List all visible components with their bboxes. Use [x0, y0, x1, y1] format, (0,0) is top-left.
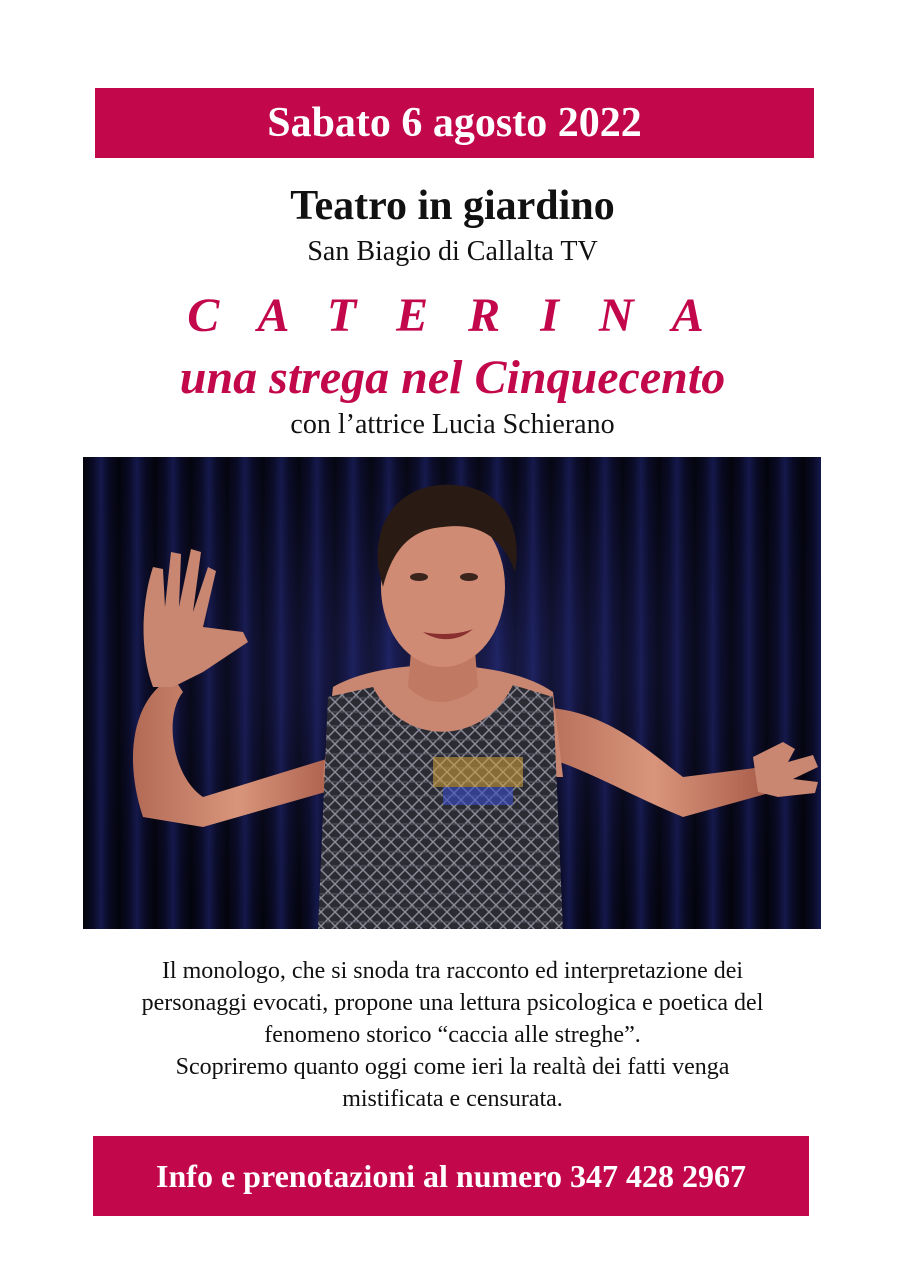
description-line: fenomeno storico “caccia alle streghe”. — [264, 1022, 641, 1048]
date-banner — [95, 88, 814, 158]
show-title: C A T E R I N A — [187, 289, 718, 342]
performer-illustration — [83, 457, 821, 929]
show-subtitle: una strega nel Cinquecento — [179, 351, 726, 404]
date-text: Sabato 6 agosto 2022 — [267, 100, 642, 146]
description-line: mistificata e censurata. — [342, 1086, 563, 1112]
performer-photo — [83, 457, 821, 929]
description-line: Il monologo, che si snoda tra racconto ed interpretazione dei — [161, 958, 744, 984]
venue-title: Teatro in giardino — [290, 183, 615, 229]
performer-line: con l’attrice Lucia Schierano — [290, 409, 615, 440]
info-banner — [93, 1136, 809, 1216]
description-line: personaggi evocati, propone una lettura psicologica e poetica del — [141, 990, 764, 1016]
venue-place: San Biagio di Callalta TV — [307, 236, 598, 267]
info-text: Info e prenotazioni al numero 347 428 2967 — [156, 1158, 746, 1194]
description-line: Scopriremo quanto oggi come ieri la realtà dei fatti venga — [175, 1054, 730, 1080]
description-block — [60, 955, 845, 1115]
